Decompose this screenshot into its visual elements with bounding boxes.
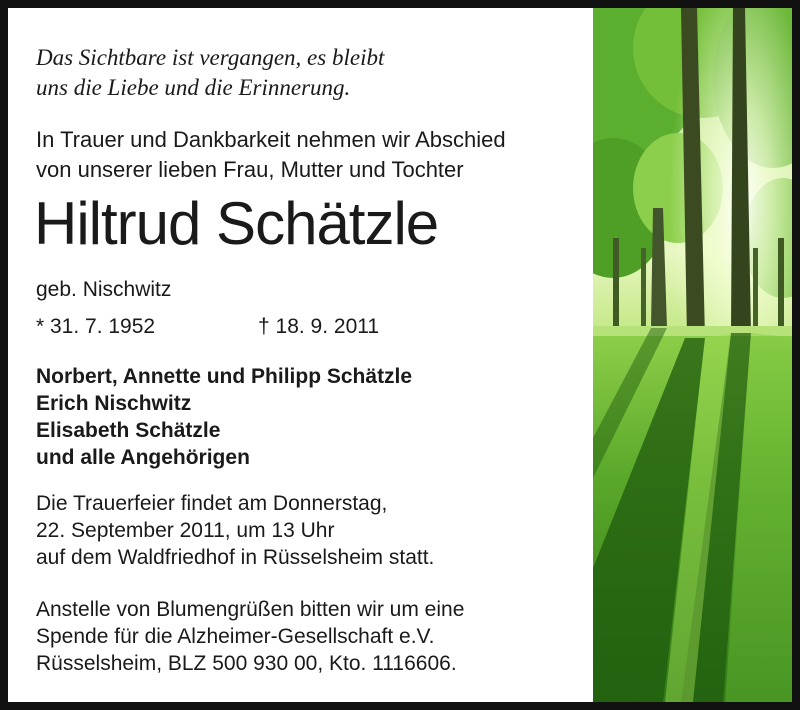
funeral-service-info (36, 490, 596, 571)
service-line: auf dem Waldfriedhof in Rüsselsheim statt. (36, 546, 435, 569)
service-line: 22. September 2011, um 13 Uhr (36, 519, 335, 542)
donation-line: Spende für die Alzheimer-Gesellschaft e.V. (36, 625, 435, 648)
park-trees-illustration (593, 8, 800, 702)
memorial-quote (36, 43, 596, 103)
mourner-line: und alle Angehörigen (36, 446, 250, 469)
intro-line: In Trauer und Dankbarkeit nehmen wir Abschied (36, 127, 506, 152)
quote-line: Das Sichtbare ist vergangen, es bleibt (36, 45, 385, 70)
mourner-line: Elisabeth Schätzle (36, 419, 221, 442)
donation-info (36, 596, 596, 677)
park-trees-photo (593, 8, 800, 702)
maiden-name: geb. Nischwitz (36, 278, 172, 301)
donation-line: Anstelle von Blumengrüßen bitten wir um eine (36, 598, 465, 621)
mourners-list (36, 363, 596, 471)
intro-text (36, 125, 596, 185)
birth-date: * 31. 7. 1952 (36, 315, 156, 338)
intro-line: von unserer lieben Frau, Mutter und Tochter (36, 157, 464, 182)
quote-line: uns die Liebe und die Erinnerung. (36, 75, 351, 100)
death-date: † 18. 9. 2011 (258, 315, 380, 338)
mourner-line: Norbert, Annette und Philipp Schätzle (36, 365, 413, 388)
donation-line: Rüsselsheim, BLZ 500 930 00, Kto. 1116606. (36, 652, 457, 675)
deceased-name: Hiltrud Schätzle (34, 190, 439, 257)
service-line: Die Trauerfeier findet am Donnerstag, (36, 492, 388, 515)
mourner-line: Erich Nischwitz (36, 392, 192, 415)
